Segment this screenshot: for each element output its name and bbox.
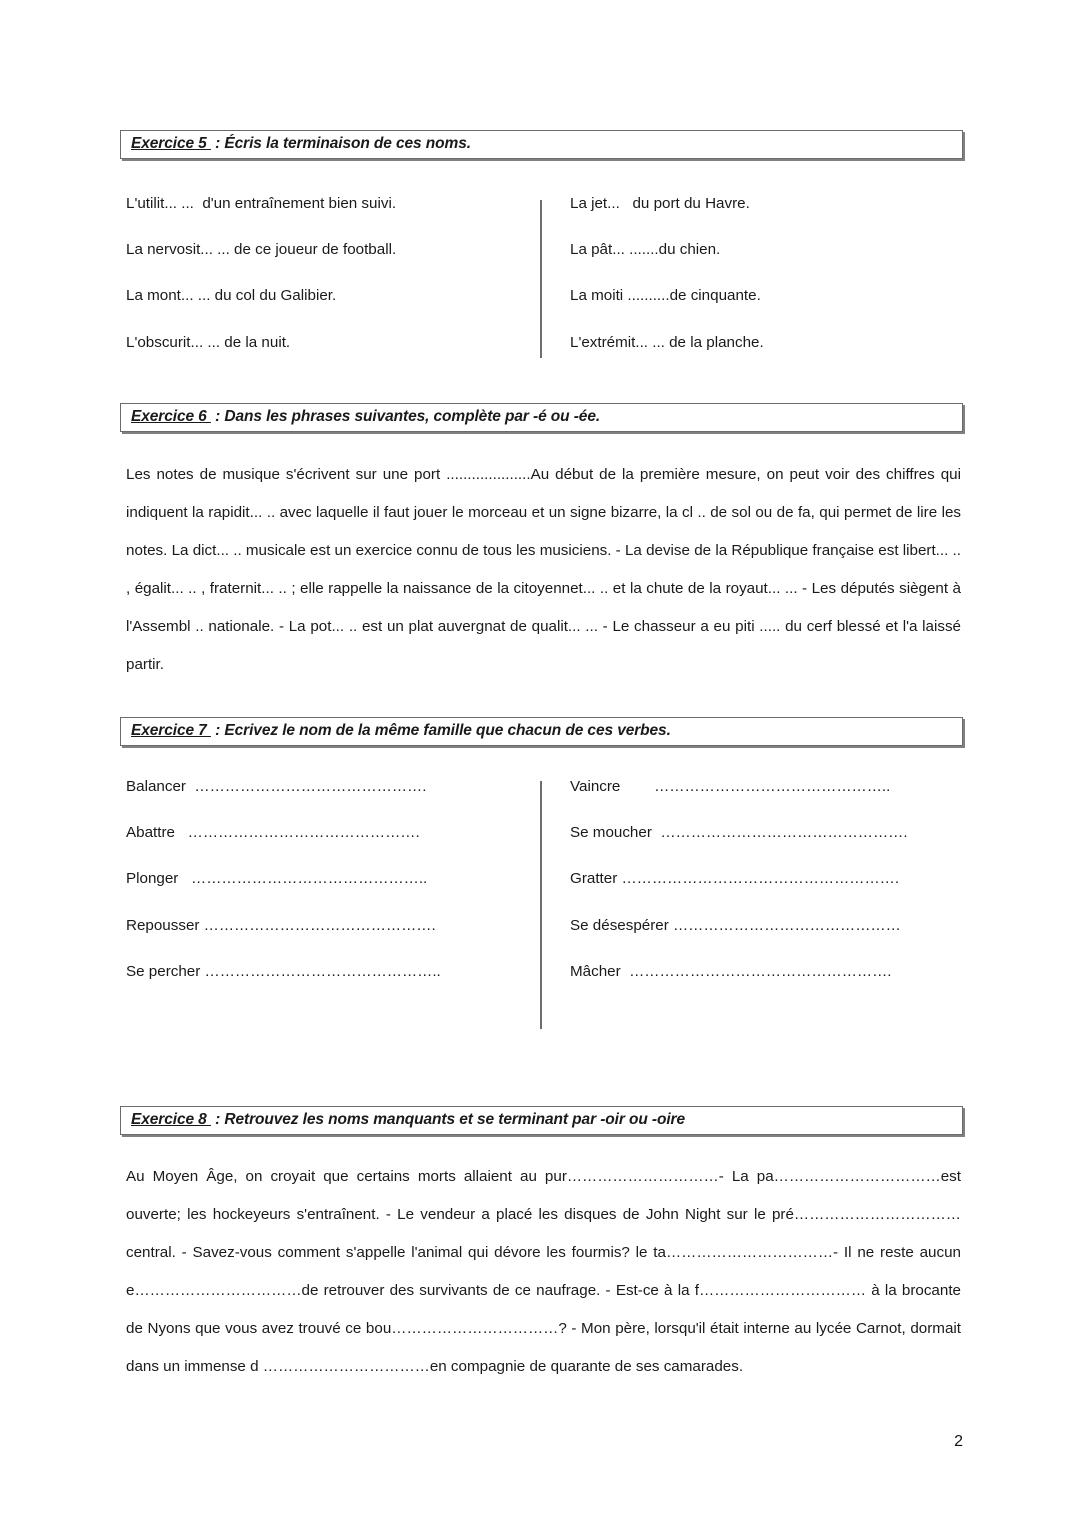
exercise-6-instruction: : Dans les phrases suivantes, complète par -é ou -ée. xyxy=(210,408,601,426)
exercise-5-right-column xyxy=(540,196,963,356)
exercise-5-title xyxy=(131,136,471,152)
list-item: Se désespérer ……………………………………… xyxy=(570,916,901,934)
exercise-7-header xyxy=(120,717,963,746)
exercise-5-column-divider xyxy=(540,200,542,358)
exercise-7-number: Exercice 7 xyxy=(131,722,211,740)
list-item: Vaincre ……………………………………….. xyxy=(570,778,891,795)
exercise-5-body xyxy=(120,196,963,356)
list-item: L'obscurit... ... de la nuit. xyxy=(126,333,291,351)
exercise-7-left-column xyxy=(120,779,540,1029)
exercise-6-title xyxy=(131,409,600,425)
exercise-8-header xyxy=(120,1106,963,1135)
exercise-8-number: Exercice 8 xyxy=(131,1111,211,1129)
list-item: L'utilit... ... d'un entraînement bien suivi. xyxy=(126,195,397,212)
exercise-6-header xyxy=(120,403,963,432)
list-item: Plonger ……………………………………….. xyxy=(126,870,428,888)
exercise-7-title xyxy=(131,723,671,739)
list-item: L'extrémit... ... de la planche. xyxy=(570,333,764,351)
exercise-8-instruction: : Retrouvez les noms manquants et se terminant par -oir ou -oire xyxy=(210,1111,686,1129)
list-item: La nervosit... ... de ce joueur de football. xyxy=(126,241,397,259)
list-item: Gratter ………………………………………………. xyxy=(570,870,900,888)
exercise-5-instruction: : Écris la terminaison de ces noms. xyxy=(210,135,471,153)
list-item: La pât... .......du chien. xyxy=(570,241,721,259)
list-item: Se percher ……………………………………….. xyxy=(126,962,441,980)
list-item: Mâcher ……………………………………………. xyxy=(570,962,892,980)
exercise-7-body xyxy=(120,779,963,1029)
list-item: La moiti ..........de cinquante. xyxy=(570,287,761,305)
list-item: Repousser ………………………………………. xyxy=(126,916,436,934)
exercise-5-header xyxy=(120,130,963,159)
exercise-5-left-column xyxy=(120,196,540,356)
list-item: Se moucher …………………………………………. xyxy=(570,824,908,842)
exercise-6-paragraph: Les notes de musique s'écrivent sur une port ....................Au début de la première mesure, on peut voir des chiffres qui indiquent la rapidit... .. avec laquelle il faut jouer le morceau et un signe bizarre, la cl .. de sol ou de fa, qui permet de lire les notes. La dict... .. musicale est un exercice connu de tous les musiciens. - La devise de la République française est libert... .. , égalit... .. , fraternit... .. ; elle rappelle la naissance de la citoyennet... .. et la chute de la royaut... ... - Les députés siègent à l'Assembl .. nationale. - La pot... .. est un plat auvergnat de qualit... ... - Le chasseur a eu piti ..... du cerf blessé et l'a laissé partir. xyxy=(126,466,961,673)
exercise-8-title xyxy=(131,1112,685,1128)
list-item: Abattre ………………………………………. xyxy=(126,824,420,842)
exercise-6-number: Exercice 6 xyxy=(131,408,211,426)
exercise-5-number: Exercice 5 xyxy=(131,135,211,153)
exercise-7-instruction: : Ecrivez le nom de la même famille que chacun de ces verbes. xyxy=(210,722,671,740)
exercise-8-paragraph: Au Moyen Âge, on croyait que certains morts allaient au pur…………………………- La pa……………………………est ouverte; les hockeyeurs s'entraînent. - Le vendeur a placé les disques de John Night sur le pré……………………………central. - Savez-vous comment s'appelle l'animal qui dévore les fourmis? le ta……………………………- Il ne reste aucun e……………………………de retrouver des survivants de ce naufrage. - Est-ce à la f…………………………… à la brocante de Nyons que vous avez trouvé ce bou……………………………? - Mon père, lorsqu'il était interne au lycée Carnot, dormait dans un immense d ……………………………en compagnie de quarante de ses camarades. xyxy=(126,1168,961,1375)
exercise-7-right-column xyxy=(540,779,963,1029)
list-item: La jet... du port du Havre. xyxy=(570,195,750,212)
list-item: Balancer ………………………………………. xyxy=(126,778,427,795)
list-item: La mont... ... du col du Galibier. xyxy=(126,287,337,305)
page-number: 2 xyxy=(954,1433,963,1450)
exercise-7-column-divider xyxy=(540,781,542,1029)
page-content xyxy=(120,0,963,1386)
